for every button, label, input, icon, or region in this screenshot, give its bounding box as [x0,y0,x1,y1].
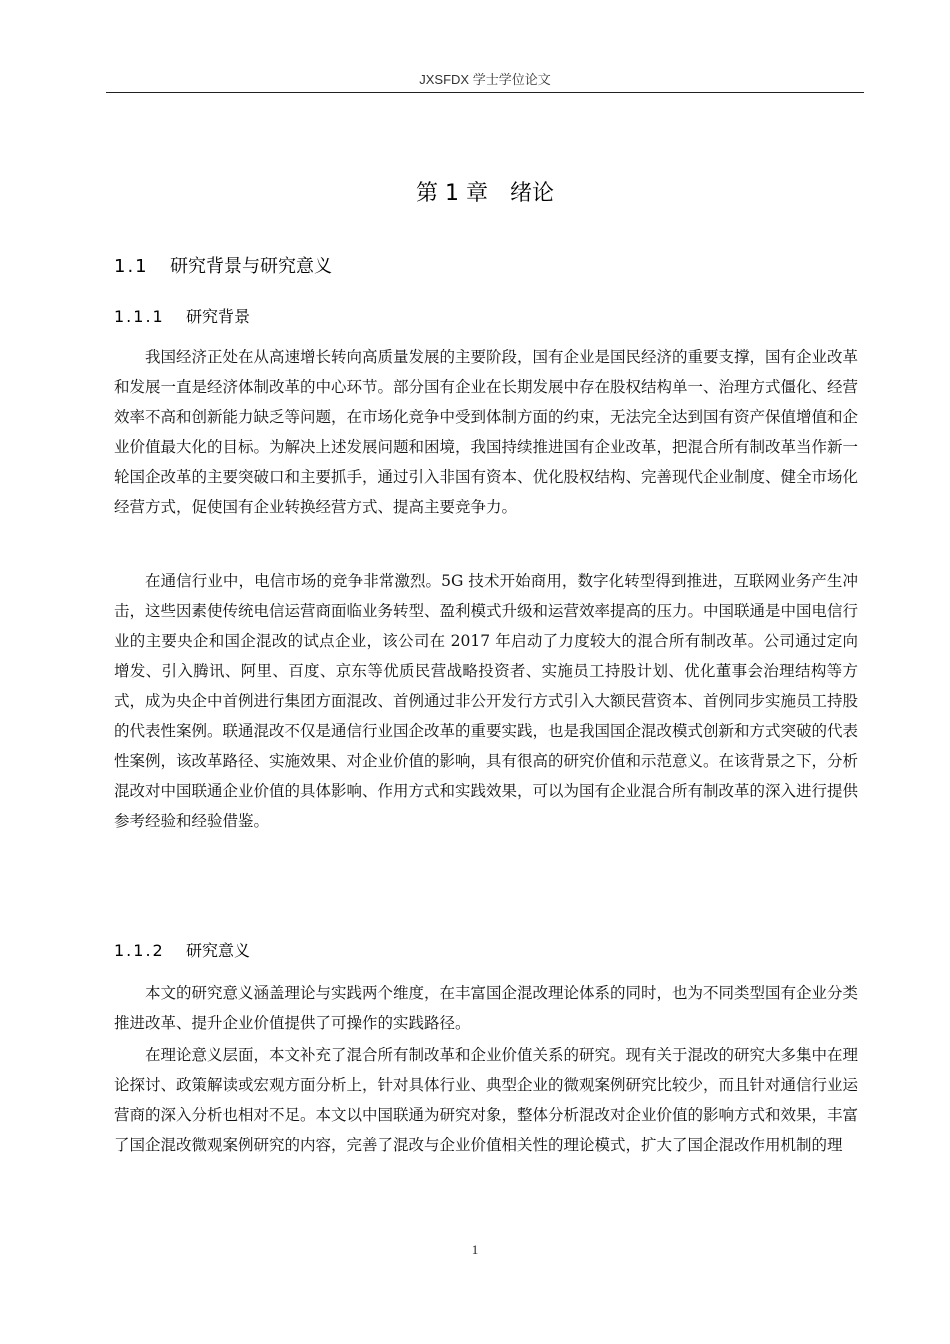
section-title: 研究背景与研究意义 [170,256,332,277]
page-number: 1 [471,1242,479,1257]
subsection-heading-background [114,302,250,332]
paragraph-background-1: 我国经济正处在从高速增长转向高质量发展的主要阶段，国有企业是国民经济的重要支撑，国有企业改革和发展一直是经济体制改革的中心环节。部分国有企业在长期发展中存在股权结构单一、治理方式僵化、经营效率不高和创新能力缺乏等问题，在市场化竞争中受到体制方面的约束，无法完全达到国有资产保值增值和企业价值最大化的目标。为解决上述发展问题和困境，我国持续推进国有企业改革，把混合所有制改革当作新一轮国企改革的主要突破口和主要抓手，通过引入非国有资本、优化股权结构、完善现代企业制度、健全市场化经营方式，促使国有企业转换经营方式、提高主要竞争力。 [114,348,859,516]
section-number: 1.1 [114,256,149,277]
chapter-number: 第 1 章 [416,181,488,206]
paragraph-significance-1: 本文的研究意义涵盖理论与实践两个维度，在丰富国企混改理论体系的同时，也为不同类型国有企业分类推进改革、提升企业价值提供了可操作的实践路径。 [114,984,859,1032]
subsection-number: 1.1.2 [114,941,165,960]
subsection-title: 研究意义 [186,941,251,960]
running-header: JXSFDX 学士学位论文 [106,68,864,93]
subsection-number: 1.1.1 [114,307,165,326]
chapter-title [106,176,864,212]
subsection-heading-significance [114,936,250,966]
paragraph-significance-2: 在理论意义层面，本文补充了混合所有制改革和企业价值关系的研究。现有关于混改的研究大多集中在理论探讨、政策解读或宏观方面分析上，针对具体行业、典型企业的微观案例研究比较少，而且针对通信行业运营商的深入分析也相对不足。本文以中国联通为研究对象，整体分析混改对企业价值的影响方式和效果，丰富了国企混改微观案例研究的内容，完善了混改与企业价值相关性的理论模式，扩大了国企混改作用机制的理 [114,1046,859,1154]
paragraph-background-2: 在通信行业中，电信市场的竞争非常激烈。5G 技术开始商用，数字化转型得到推进，互联网业务产生冲击，这些因素使传统电信运营商面临业务转型、盈利模式升级和运营效率提高的压力。中国联通是中国电信行业的主要央企和国企混改的试点企业，该公司在 2017 年启动了力度较大的混合所有制改革。公司通过定向增发、引入腾讯、阿里、百度、京东等优质民营战略投资者、实施员工持股计划、优化董事会治理结构等方式，成为央企中首例进行集团方面混改、首例通过非公开发行方式引入大额民营资本、首例同步实施员工持股的代表性案例。联通混改不仅是通信行业国企改革的重要实践，也是我国国企混改模式创新和方式突破的代表性案例，该改革路径、实施效果、对企业价值的影响，具有很高的研究价值和示范意义。在该背景之下，分析混改对中国联通企业价值的具体影响、作用方式和实践效果，可以为国有企业混合所有制改革的深入进行提供参考经验和经验借鉴。 [114,572,859,830]
section-heading [114,252,332,282]
chapter-name: 绪论 [509,181,554,206]
subsection-title: 研究背景 [186,307,251,326]
